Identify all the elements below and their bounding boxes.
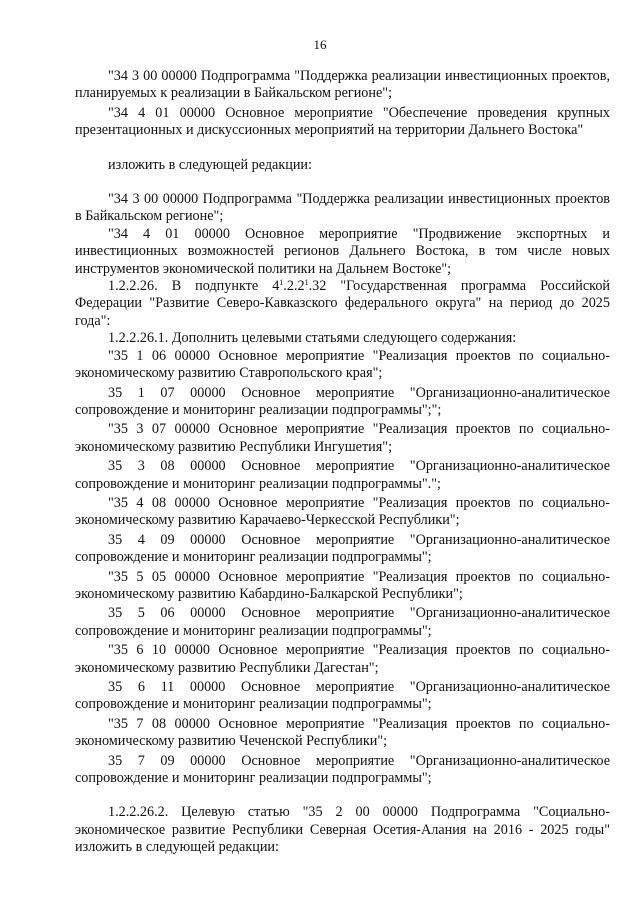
paragraph-article-35-4-08: "35 4 08 00000 Основное мероприятие "Реализация проектов по социально-экономическому развитию Карачаево-Черкесской Республики"; xyxy=(75,494,610,529)
paragraph-new-subprogram: "34 3 00 00000 Подпрограмма "Поддержка реализации инвестиционных проектов в Байкальском регионе"; xyxy=(75,191,610,225)
paragraph-article-35-6-11: 35 6 11 00000 Основное мероприятие "Организационно-аналитическое сопровождение и мониторинг реализации подпрограммы"; xyxy=(75,679,610,713)
document-body xyxy=(75,68,610,857)
paragraph-item-1-2-2-26-1: 1.2.2.26.1. Дополнить целевыми статьями следующего содержания: xyxy=(108,330,517,347)
paragraph-restate-instruction: изложить в следующей редакции: xyxy=(108,156,312,173)
paragraph-item-1-2-2-26 xyxy=(75,278,610,330)
item-26-superscript-2: 1 xyxy=(304,278,309,288)
paragraph-article-35-7-08: "35 7 08 00000 Основное мероприятие "Реализация проектов по социально-экономическому развитию Чеченской Республики"; xyxy=(75,715,610,750)
paragraph-article-35-6-10: "35 6 10 00000 Основное мероприятие "Реализация проектов по социально-экономическому развитию Республики Дагестан"; xyxy=(75,642,610,676)
paragraph-item-1-2-2-26-2: 1.2.2.26.2. Целевую статью "35 2 00 00000 Подпрограмма "Социально-экономическое развитие Республики Северная Осетия-Алания на 2016 - 2025 годы" изложить в следующей редакции: xyxy=(75,804,610,856)
paragraph-article-35-1-06: "35 1 06 00000 Основное мероприятие "Реализация проектов по социально-экономическому развитию Ставропольского края"; xyxy=(75,347,610,382)
paragraph-old-main-event: "34 4 01 00000 Основное мероприятие "Обеспечение проведения крупных презентационных и дискуссионных мероприятий на территории Дальнего Востока" xyxy=(75,104,610,139)
paragraph-article-35-5-05: "35 5 05 00000 Основное мероприятие "Реализация проектов по социально-экономическому развитию Кабардино-Балкарской Республики"; xyxy=(75,568,610,602)
paragraph-article-35-4-09: 35 4 09 00000 Основное мероприятие "Организационно-аналитическое сопровождение и мониторинг реализации подпрограммы"; xyxy=(75,531,610,566)
page-number: 16 xyxy=(313,37,327,52)
item-26-superscript-1: 1 xyxy=(279,278,284,288)
paragraph-article-35-7-09: 35 7 09 00000 Основное мероприятие "Организационно-аналитическое сопровождение и мониторинг реализации подпрограммы"; xyxy=(75,752,610,787)
paragraph-article-35-5-06: 35 5 06 00000 Основное мероприятие "Организационно-аналитическое сопровождение и мониторинг реализации подпрограммы"; xyxy=(75,605,610,639)
paragraph-article-35-3-08: 35 3 08 00000 Основное мероприятие "Организационно-аналитическое сопровождение и мониторинг реализации подпрограммы"."; xyxy=(75,458,610,492)
paragraph-new-main-event: "34 4 01 00000 Основное мероприятие "Продвижение экспортных и инвестиционных возможностей регионов Дальнего Востока, в том числе новых инструментов экономической политики на Дальнем Востоке"; xyxy=(75,225,610,277)
item-26-lead: 1.2.2.26. В подпункте 4 xyxy=(108,278,280,295)
paragraph-old-subprogram: "34 3 00 00000 Подпрограмма "Поддержка реализации инвестиционных проектов, планируемых к реализации в Байкальском регионе"; xyxy=(75,68,610,102)
item-26-mid: .2.2 xyxy=(283,278,305,295)
paragraph-article-35-3-07: "35 3 07 00000 Основное мероприятие "Реализация проектов по социально-экономическому развитию Республики Ингушетия"; xyxy=(75,421,610,455)
item-26-tail: .32 "Государственная программа Российской Федерации "Развитие Северо-Кавказского федерального округа" на период до 2025 года": xyxy=(75,278,610,329)
paragraph-article-35-1-07: 35 1 07 00000 Основное мероприятие "Организационно-аналитическое сопровождение и мониторинг реализации подпрограммы";"; xyxy=(75,384,610,418)
